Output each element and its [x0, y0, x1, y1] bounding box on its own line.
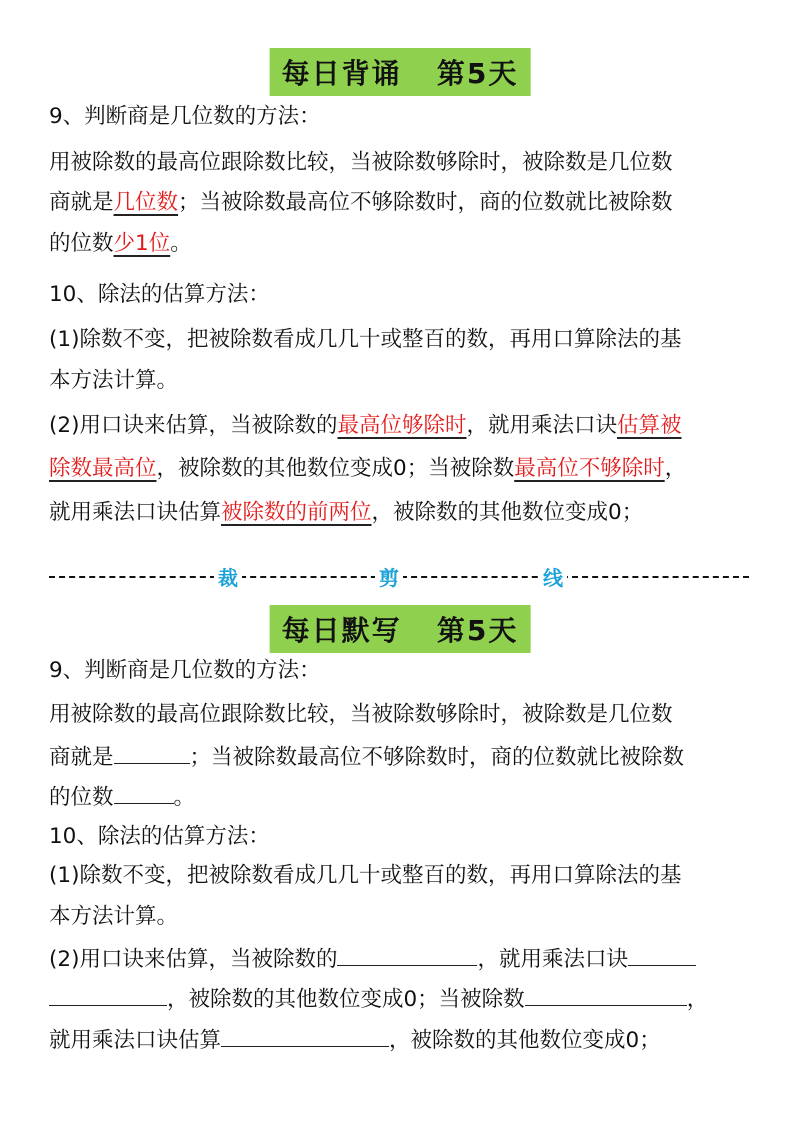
answer-first-two-digits: 被除数的前两位 [221, 500, 372, 525]
text: 商就是 [49, 190, 114, 215]
blank-field[interactable] [337, 943, 477, 966]
text: ， [686, 987, 709, 1012]
recite-line-10 [49, 498, 643, 528]
text: ，就用乘法口诀 [466, 413, 617, 438]
blank-field[interactable] [114, 781, 174, 804]
recite-line-9 [49, 454, 686, 484]
dictation-line-1: 9、判断商是几位数的方法： [49, 658, 321, 683]
blank-field[interactable] [525, 983, 687, 1006]
text: 的位数 [49, 231, 114, 256]
recite-line-5: 10、除法的估算方法： [49, 282, 270, 307]
recite-line-1: 9、判断商是几位数的方法： [49, 104, 321, 129]
answer-estimate-part1: 估算被 [617, 413, 682, 438]
recite-title [270, 48, 531, 96]
recite-line-4 [49, 229, 192, 259]
text: ，被除数的其他数位变成0； [371, 500, 644, 525]
recite-line-2: 用被除数的最高位跟除数比较，当被除数够除时，被除数是几位数 [49, 150, 673, 175]
text: ，被除数的其他数位变成0； [389, 1028, 661, 1053]
text: 就用乘法口诀估算 [49, 500, 222, 525]
answer-digits: 几位数 [113, 190, 179, 215]
text: ，被除数的其他数位变成0；当被除数 [167, 987, 525, 1012]
recite-line-8 [49, 411, 682, 441]
dictation-line-5: 10、除法的估算方法： [49, 824, 270, 849]
dictation-line-6: (1)除数不变，把被除数看成几几十或整百的数，再用口算除法的基 [49, 863, 682, 888]
dictation-title-label: 每日默写 [281, 614, 402, 647]
dictation-line-9 [49, 983, 708, 1015]
dictation-title [270, 605, 531, 653]
text: ， [664, 456, 687, 481]
text: ；当被除数最高位不够除数时，商的位数就比被除数 [189, 745, 685, 770]
text: (2)用口诀来估算，当被除数的 [49, 947, 338, 972]
text: 就用乘法口诀估算 [49, 1028, 222, 1053]
blank-field[interactable] [221, 1024, 389, 1047]
cut-word-3: 线 [539, 562, 567, 591]
text: ；当被除数最高位不够除数时，商的位数就比被除数 [178, 190, 673, 215]
recite-title-label: 每日背诵 [281, 57, 402, 90]
dictation-line-4 [49, 781, 195, 813]
text: (2)用口诀来估算，当被除数的 [49, 413, 338, 438]
recite-line-7: 本方法计算。 [49, 368, 179, 393]
text: ，就用乘法口诀 [477, 947, 628, 972]
answer-one-less: 少1位 [113, 231, 171, 256]
dictation-line-10 [49, 1024, 661, 1056]
answer-highest-not-enough: 最高位不够除时 [514, 456, 665, 481]
cut-word-2: 剪 [375, 562, 403, 591]
answer-highest-enough: 最高位够除时 [337, 413, 467, 438]
text: ，被除数的其他数位变成0；当被除数 [156, 456, 515, 481]
recite-line-6: (1)除数不变，把被除数看成几几十或整百的数，再用口算除法的基 [49, 327, 682, 352]
text: 商就是 [49, 745, 114, 770]
text: 。 [170, 231, 192, 256]
recite-line-3 [49, 188, 673, 218]
dictation-title-day: 第5天 [436, 614, 519, 647]
dictation-line-3 [49, 741, 684, 773]
cut-word-1: 裁 [214, 562, 242, 591]
cut-line [49, 562, 749, 592]
blank-field[interactable] [49, 983, 167, 1006]
blank-field[interactable] [628, 943, 696, 966]
dictation-line-8 [49, 943, 696, 975]
blank-field[interactable] [114, 741, 190, 764]
text: 。 [173, 785, 196, 810]
recite-title-day: 第5天 [436, 57, 519, 90]
answer-estimate-part2: 除数最高位 [49, 456, 157, 481]
dictation-line-2: 用被除数的最高位跟除数比较，当被除数够除时，被除数是几位数 [49, 702, 673, 727]
dictation-line-7: 本方法计算。 [49, 904, 179, 929]
text: 的位数 [49, 785, 114, 810]
